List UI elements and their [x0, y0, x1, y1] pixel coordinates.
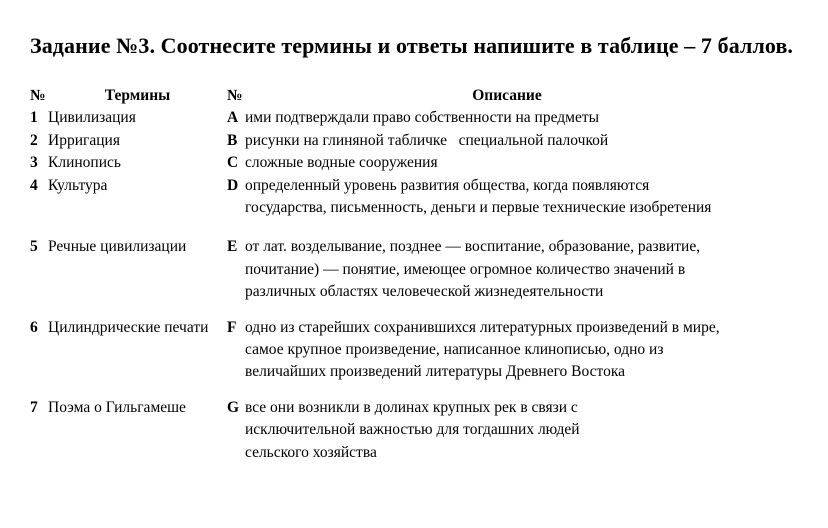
description-line: одно из старейших сохранившихся литературных произведений в мире,	[245, 318, 720, 336]
term-label: Цилиндрические печати	[48, 318, 209, 336]
table-row	[30, 152, 800, 174]
table-row	[30, 175, 800, 220]
description-text	[245, 152, 780, 174]
description-letter: G	[227, 398, 240, 416]
description-text	[245, 107, 780, 129]
description-letter: A	[227, 109, 239, 127]
description-line: рисунки на глиняной табличке специальной палочкой	[245, 131, 609, 149]
description-line: сложные водные сооружения	[245, 154, 438, 172]
row-number: 3	[30, 154, 38, 172]
description-line: сельского хозяйства	[245, 443, 377, 461]
page-title: Задание №3. Соотнесите термины и ответы напишите в таблице – 7 баллов.	[30, 33, 794, 58]
table-row	[30, 397, 800, 464]
table-row	[30, 130, 800, 152]
description-text	[245, 397, 780, 464]
description-text	[245, 236, 780, 303]
description-line: от лат. возделывание, позднее — воспитание, образование, развитие,	[245, 238, 701, 256]
table-row	[30, 236, 800, 303]
term-label: Клинопись	[48, 154, 121, 172]
term-label: Речные цивилизации	[48, 238, 187, 256]
description-line: исключительной важностью для тогдашних людей	[245, 421, 580, 439]
description-text	[245, 130, 780, 152]
terms-table	[30, 85, 800, 464]
description-letter: C	[227, 154, 239, 172]
table-row	[30, 317, 800, 384]
description-line: почитание) — понятие, имеющее огромное количество значений в	[245, 260, 686, 278]
description-text	[245, 175, 780, 220]
description-letter: D	[227, 176, 239, 194]
term-label: Культура	[48, 176, 108, 194]
description-letter: E	[227, 238, 238, 256]
term-label: Ирригация	[48, 131, 120, 149]
row-number: 6	[30, 318, 38, 336]
table-row	[30, 107, 800, 129]
description-letter: F	[227, 318, 237, 336]
description-line: ими подтверждали право собственности на предметы	[245, 109, 600, 127]
description-line: величайших произведений литературы Древнего Востока	[245, 363, 626, 381]
header-description: Описание	[472, 87, 542, 104]
row-number: 1	[30, 109, 38, 127]
description-line: различных областях человеческой жизнедеятельности	[245, 283, 604, 301]
description-line: все они возникли в долинах крупных рек в связи с	[245, 398, 578, 416]
description-line: самое крупное произведение, написанное клинописью, одно из	[245, 341, 664, 359]
header-num-left: №	[30, 87, 46, 104]
header-num-right: №	[227, 87, 243, 104]
term-label: Поэма о Гильгамеше	[48, 398, 186, 416]
header-terms: Термины	[104, 87, 171, 104]
description-line: государства, письменность, деньги и первые технические изобретения	[245, 199, 712, 217]
term-label: Цивилизация	[48, 109, 136, 127]
description-letter: B	[227, 131, 238, 149]
description-text	[245, 317, 780, 384]
description-line: определенный уровень развития общества, когда появляются	[245, 176, 650, 194]
terms-table-rows	[30, 107, 800, 464]
row-number: 7	[30, 398, 38, 416]
row-number: 4	[30, 176, 38, 194]
row-number: 2	[30, 131, 38, 149]
row-number: 5	[30, 238, 38, 256]
table-header-row	[30, 85, 800, 107]
